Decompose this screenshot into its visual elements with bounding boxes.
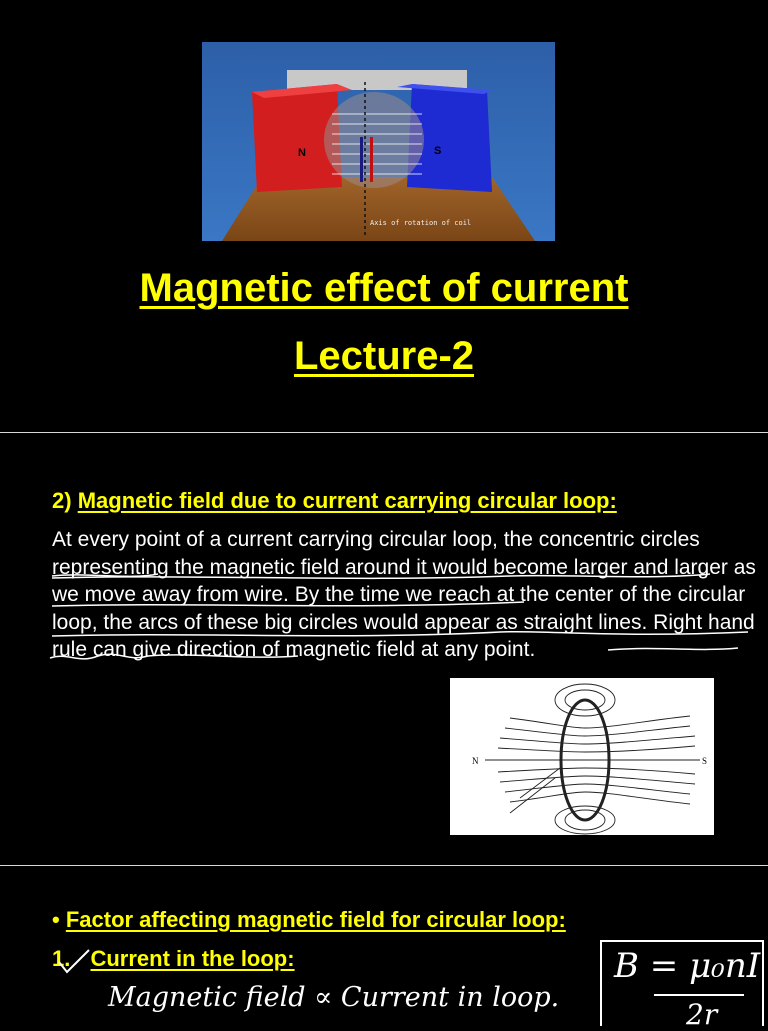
handwritten-underlines (48, 552, 764, 672)
image-caption: Axis of rotation of coil (370, 219, 472, 227)
formula-bottom: 2r (686, 998, 718, 1031)
formula-top: B = μ₀nI (614, 946, 761, 986)
section-number: 2) (52, 488, 72, 513)
formula-fraction-bar (654, 994, 744, 996)
underline-stroke (52, 632, 748, 636)
figure-label-n: N (472, 756, 479, 766)
section-heading (52, 488, 617, 514)
explanation-paragraph: At every point of a current carrying circular loop, the concentric circles representing the magnetic field around it would become larger and larger as we move away from wire. By the time we reach at the center of the circular loop, the arcs of these big circles would appear as straight lines. Right hand rule can give direction of magnetic field at any point. (52, 528, 756, 661)
section-title: Magnetic field due to current carrying circular loop: (77, 488, 617, 513)
underline-stroke (52, 574, 158, 576)
south-pole-label: S (434, 145, 442, 157)
underline-stroke (50, 654, 298, 659)
underline-stroke (52, 602, 524, 606)
circular-loop-field-diagram (450, 678, 714, 835)
item-text: Current in the loop: (90, 946, 295, 971)
bullet-heading (52, 907, 566, 933)
slide-title (0, 0, 768, 432)
bullet-heading-text: Factor affecting magnetic field for circular loop: (65, 907, 566, 932)
formula-box (600, 940, 764, 1031)
magnet-coil-photo (202, 42, 555, 241)
bullet-dot: • (52, 907, 66, 932)
north-pole-label: N (298, 147, 306, 159)
handwritten-note: Magnetic field ∝ Current in loop. (108, 982, 560, 1013)
lecture-subtitle: Lecture-2 (293, 334, 475, 378)
item-number: 1. (52, 946, 71, 971)
figure-label-s: S (702, 756, 708, 766)
checkmark-icon (55, 946, 95, 976)
underline-stroke (608, 648, 738, 650)
page-title: Magnetic effect of current (139, 266, 629, 310)
